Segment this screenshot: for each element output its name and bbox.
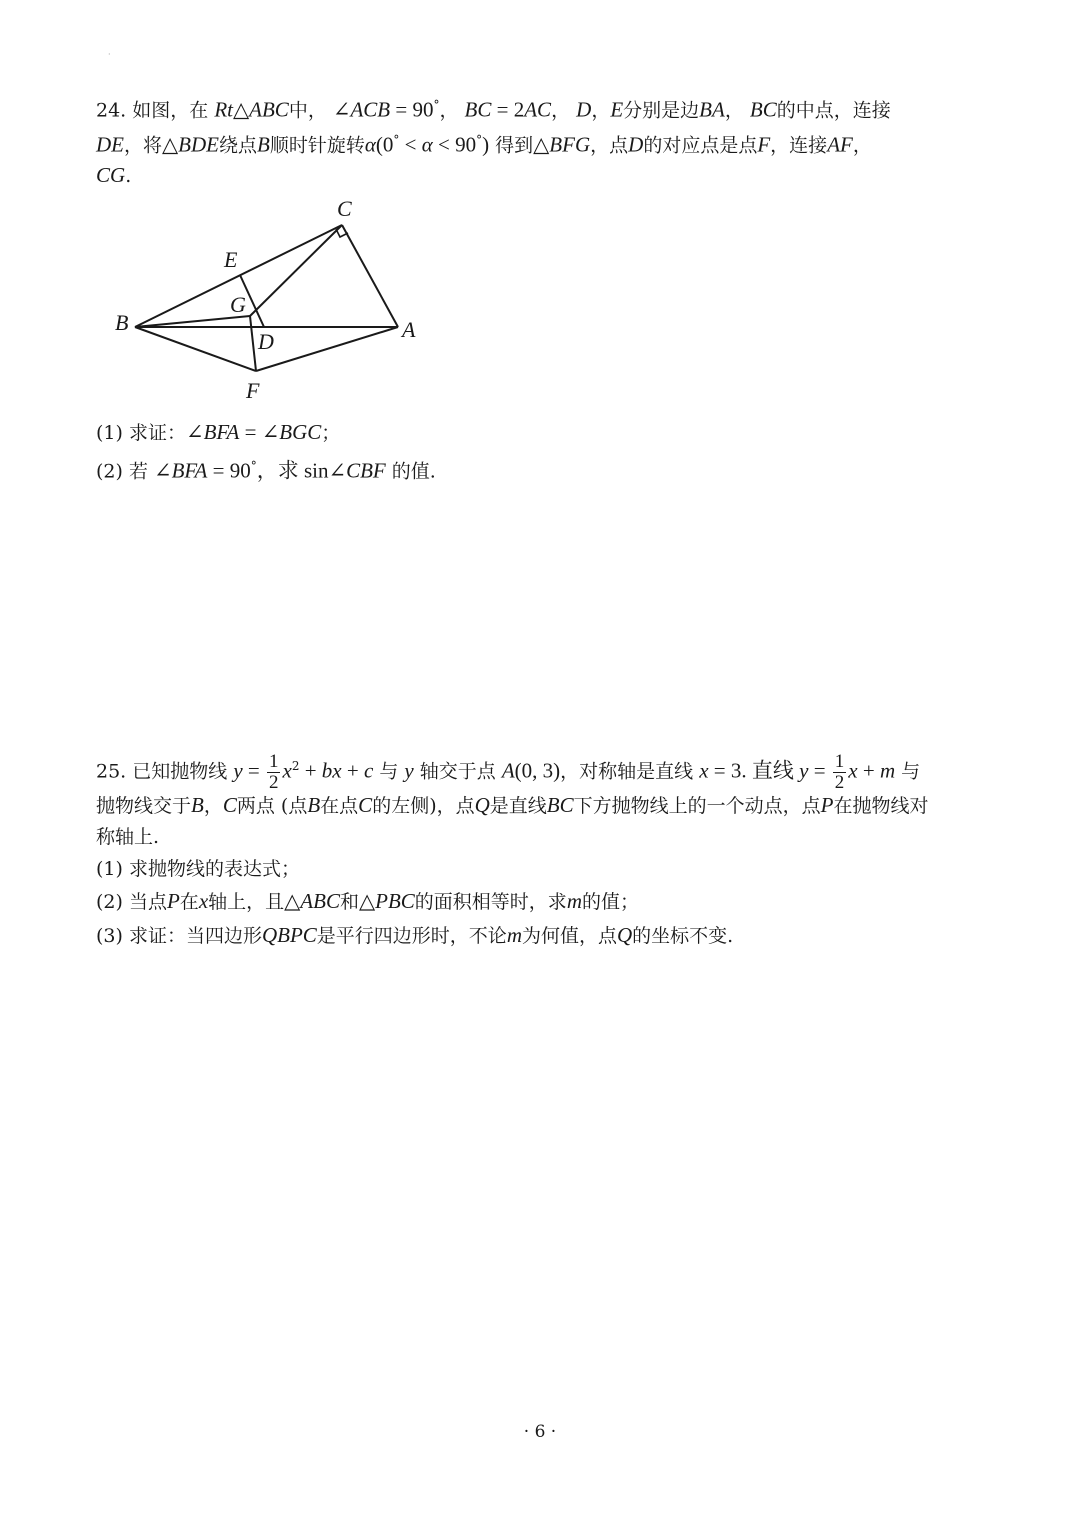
segment-BF xyxy=(135,327,256,371)
q25-part-3: (3) 求证：当四边形QBPC是平行四边形时，不论m为何值，点Q的坐标不变. xyxy=(96,923,734,947)
page-number: · 6 · xyxy=(523,1422,557,1442)
segment-CA xyxy=(342,225,398,327)
label-F: F xyxy=(246,378,260,403)
geometry-figure xyxy=(100,190,440,410)
corner-mark: · xyxy=(108,50,111,59)
q25-line-2: 抛物线交于B，C两点 (点B在点C的左侧)，点Q是直线BC下方抛物线上的一个动点，点P在抛物线对 xyxy=(96,793,929,817)
label-G: G xyxy=(230,292,246,317)
q25-line-1: 25. 已知抛物线 y = $\frac{1}{2}$ $x^2$ + bx + c 与 y 轴交于点 A(0, 3)，对称轴是直线 x = 3. 直线 y = $\frac{1}{2}$ x + m 与 xyxy=(96,750,921,793)
label-D: D xyxy=(258,329,274,354)
q25-number: 25. xyxy=(96,760,127,783)
label-B: B xyxy=(115,310,129,335)
segment-FA xyxy=(256,327,398,371)
fraction-one-half: $\frac{1}{2}$ xyxy=(268,750,279,793)
fraction-one-half-2: $\frac{1}{2}$ xyxy=(834,750,845,793)
q24-line-2: DE，将△BDE绕点B顺时针旋转α(0° < α < 90°) 得到△BFG，点D的对应点是点F，连接AF， xyxy=(96,132,872,157)
q24-line-3: CG. xyxy=(96,163,132,187)
q24-part-2: (2) 若 ∠BFA = 90°，求 sin∠CBF 的值. xyxy=(96,458,436,483)
label-A: A xyxy=(402,317,416,342)
q24-part-1: (1) 求证：∠BFA = ∠BGC； xyxy=(96,420,341,444)
label-E: E xyxy=(224,247,238,272)
q25-part-1: (1) 求抛物线的表达式； xyxy=(96,858,300,880)
label-C: C xyxy=(337,196,352,221)
segment-GF xyxy=(250,316,256,371)
q24-number: 24. xyxy=(96,99,127,122)
q24-line-1: 24. 如图，在 Rt△ABC中， ∠ACB = 90°， BC = 2AC， D，E分别是边BA， BC的中点，连接 xyxy=(96,97,891,122)
segment-GC xyxy=(250,225,342,316)
q25-line-3: 称轴上. xyxy=(96,826,160,848)
q25-part-2: (2) 当点P在x轴上，且△ABC和△PBC的面积相等时，求m的值； xyxy=(96,889,639,913)
